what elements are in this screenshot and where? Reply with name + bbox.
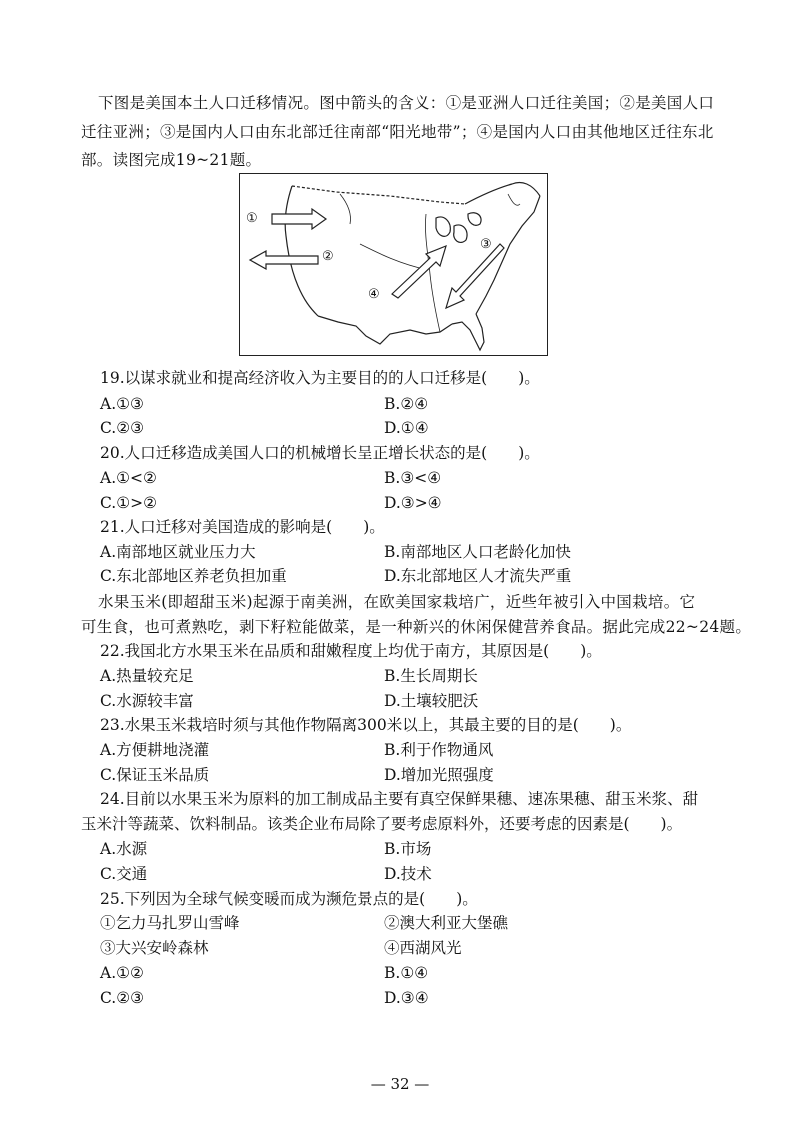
q23-stem: 23.水果玉米栽培时须与其他作物隔离300米以上，其最主要的目的是( )。 [100,716,632,734]
ne-coastline [508,194,520,205]
q23-option-d: D.增加光照强度 [384,766,494,784]
q22-option-a: A.热量较充足 [100,667,194,685]
q20-option-a: A.①<② [100,469,157,487]
missouri-river [360,244,428,270]
q21-option-a: A.南部地区就业压力大 [100,543,256,561]
map-label-4: ④ [368,287,380,302]
q25-item-4: ④西湖风光 [384,939,462,957]
q25-option-c: C.②③ [100,989,145,1007]
q19-option-a: A.①③ [100,395,144,413]
south-border [318,316,452,344]
arrow-2-icon [250,251,318,269]
q25-option-a: A.①② [100,964,144,982]
q19-option-b: B.②④ [384,395,429,413]
intro-line-3: 部。读图完成19~21题。 [81,151,262,169]
q19-option-d: D.①④ [384,419,429,437]
q20-option-c: C.①>② [100,494,158,512]
florida [452,314,484,350]
q25-option-b: B.①④ [384,964,429,982]
q22-option-d: D.土壤较肥沃 [384,692,479,710]
q25-option-d: D.③④ [384,989,429,1007]
west-coast [285,186,318,316]
q21-stem: 21.人口迁移对美国造成的影响是( )。 [100,518,385,536]
q24-option-c: C.交通 [100,865,148,883]
q23-option-c: C.保证玉米品质 [100,766,210,784]
passage2-line-2: 可生食，也可煮熟吃，剥下籽粒能做菜，是一种新兴的休闲保健营养食品。据此完成22~24题。 [81,618,752,636]
q23-option-a: A.方便耕地浇灌 [100,741,210,759]
intro-line-1: 下图是美国本土人口迁移情况。图中箭头的含义：①是亚洲人口迁往美国；②是美国人口 [98,94,715,112]
intro-line-2: 迁往亚洲；③是国内人口由东北部迁往南部“阳光地带”；④是国内人口由其他地区迁往东北 [81,123,714,141]
page-number: — 32 — [370,1075,430,1093]
great-lake-1 [436,217,450,236]
migration-map [239,173,548,356]
q24-stem-line-2: 玉米汁等蔬菜、饮料制品。该类企业布局除了要考虑原料外，还要考虑的因素是( )。 [81,815,683,833]
q24-stem-line-1: 24.目前以水果玉米为原料的加工制成品主要有真空保鲜果穗、速冻果穗、甜玉米浆、甜 [100,790,699,808]
arrow-4-icon [392,246,446,298]
q22-option-c: C.水源较丰富 [100,692,194,710]
usa-map-figure [240,174,546,354]
q22-stem: 22.我国北方水果玉米在品质和甜嫩程度上均优于南方，其原因是( )。 [100,642,602,660]
q22-option-b: B.生长周期长 [384,667,478,685]
q25-item-1: ①乞力马扎罗山雪峰 [100,914,240,932]
q24-option-a: A.水源 [100,840,148,858]
canada-coast [465,183,540,205]
east-coast [476,196,540,314]
q23-option-b: B.利于作物通风 [384,741,494,759]
river-north [340,194,351,224]
arrow-1-icon [272,209,326,229]
q20-stem: 20.人口迁移造成美国人口的机械增长呈正增长状态的是( )。 [100,444,540,462]
q21-option-c: C.东北部地区养老负担加重 [100,567,287,585]
canada-border [292,186,465,204]
q24-option-d: D.技术 [384,865,432,883]
q25-item-2: ②澳大利亚大堡礁 [384,914,509,932]
map-label-1: ① [246,211,258,226]
q20-option-b: B.③<④ [384,469,442,487]
q19-option-c: C.②③ [100,419,145,437]
q25-item-3: ③大兴安岭森林 [100,939,209,957]
great-lake-3 [468,213,481,226]
map-label-3: ③ [480,237,492,252]
q21-option-b: B.南部地区人口老龄化加快 [384,543,571,561]
passage2-line-1: 水果玉米(即超甜玉米)起源于南美洲，在欧美国家栽培广，近些年被引入中国栽培。它 [98,593,696,611]
map-label-2: ② [322,249,334,264]
q20-option-d: D.③>④ [384,494,442,512]
q19-stem: 19.以谋求就业和提高经济收入为主要目的的人口迁移是( )。 [100,369,540,387]
q25-stem: 25.下列因为全球气候变暖而成为濒危景点的是( )。 [100,890,478,908]
q21-option-d: D.东北部地区人才流失严重 [384,567,572,585]
great-lake-2 [454,225,467,242]
q24-option-b: B.市场 [384,840,432,858]
